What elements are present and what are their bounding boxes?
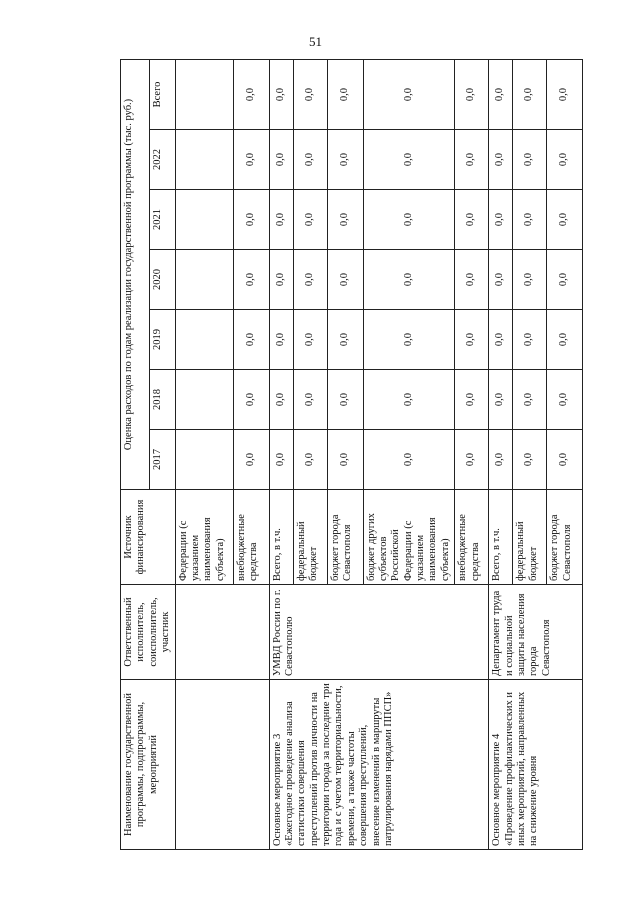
cell-value: 0,0	[269, 310, 293, 370]
cell-executor: УМВД России по г. Севастополю	[269, 585, 489, 680]
cell-value: 0,0	[327, 59, 363, 129]
header-source: Источник финансирования	[121, 490, 176, 585]
cell-value: 0,0	[363, 430, 455, 490]
cell-value: 0,0	[455, 190, 489, 250]
cell-value: 0,0	[363, 190, 455, 250]
cell-value	[175, 190, 233, 250]
cell-value: 0,0	[269, 250, 293, 310]
budget-table	[120, 59, 583, 850]
header-estimate: Оценка расходов по годам реализации государственной программы (тыс. руб.)	[121, 59, 150, 489]
cell-value	[175, 430, 233, 490]
cell-name: Основное мероприятие 4 «Проведение профилактических и иных мероприятий, направленных на снижение уровня	[489, 680, 583, 850]
cell-value: 0,0	[547, 250, 583, 310]
cell-value: 0,0	[269, 190, 293, 250]
cell-value: 0,0	[269, 370, 293, 430]
cell-value: 0,0	[269, 130, 293, 190]
cell-source: федеральный бюджет	[513, 490, 547, 585]
table-row	[175, 59, 233, 849]
cell-value: 0,0	[489, 310, 513, 370]
cell-value: 0,0	[489, 370, 513, 430]
cell-source: внебюджетные средства	[233, 490, 269, 585]
cell-value: 0,0	[327, 310, 363, 370]
cell-value: 0,0	[455, 370, 489, 430]
header-total: Всего	[150, 59, 175, 129]
cell-value: 0,0	[233, 310, 269, 370]
cell-value: 0,0	[455, 310, 489, 370]
cell-value: 0,0	[233, 130, 269, 190]
cell-value: 0,0	[455, 430, 489, 490]
cell-value: 0,0	[363, 370, 455, 430]
cell-value: 0,0	[327, 430, 363, 490]
header-year: 2017	[150, 430, 175, 490]
cell-value: 0,0	[489, 430, 513, 490]
cell-value: 0,0	[233, 190, 269, 250]
table-row	[269, 59, 293, 849]
header-name: Наименование государственной программы, подпрограммы, мероприятий	[121, 680, 176, 850]
cell-value	[175, 59, 233, 129]
header-year: 2019	[150, 310, 175, 370]
cell-value: 0,0	[455, 59, 489, 129]
cell-value: 0,0	[513, 59, 547, 129]
cell-value: 0,0	[293, 190, 327, 250]
cell-value: 0,0	[513, 130, 547, 190]
header-year: 2018	[150, 370, 175, 430]
cell-source: Федерации (с указанием наименования субъекта)	[175, 490, 233, 585]
rotated-table-container	[120, 60, 573, 850]
header-executor: Ответственный исполнитель, соисполнитель, участник	[121, 585, 176, 680]
cell-source: бюджет города Севастополя	[547, 490, 583, 585]
cell-value: 0,0	[327, 130, 363, 190]
cell-executor	[175, 585, 269, 680]
cell-value: 0,0	[293, 130, 327, 190]
cell-value: 0,0	[327, 250, 363, 310]
cell-value: 0,0	[513, 310, 547, 370]
cell-value: 0,0	[363, 59, 455, 129]
cell-value	[175, 310, 233, 370]
cell-value: 0,0	[363, 250, 455, 310]
header-year: 2022	[150, 130, 175, 190]
cell-value: 0,0	[455, 250, 489, 310]
cell-source: бюджет города Севастополя	[327, 490, 363, 585]
cell-value: 0,0	[293, 310, 327, 370]
cell-value: 0,0	[489, 250, 513, 310]
cell-value	[175, 370, 233, 430]
cell-value: 0,0	[363, 310, 455, 370]
page-number: 51	[309, 34, 322, 49]
cell-value: 0,0	[233, 59, 269, 129]
cell-value	[175, 130, 233, 190]
cell-value: 0,0	[513, 190, 547, 250]
cell-value: 0,0	[547, 190, 583, 250]
cell-value: 0,0	[513, 430, 547, 490]
cell-value: 0,0	[327, 370, 363, 430]
cell-value: 0,0	[233, 370, 269, 430]
cell-value: 0,0	[455, 130, 489, 190]
cell-value: 0,0	[489, 190, 513, 250]
cell-value: 0,0	[327, 190, 363, 250]
cell-executor: Департамент труда и социальной защиты населения города Севастополя	[489, 585, 583, 680]
cell-value: 0,0	[547, 370, 583, 430]
table-row	[489, 59, 513, 849]
cell-source: Всего, в т.ч.	[269, 490, 293, 585]
cell-value: 0,0	[513, 250, 547, 310]
cell-value: 0,0	[513, 370, 547, 430]
cell-value: 0,0	[293, 430, 327, 490]
cell-source: Всего, в т.ч.	[489, 490, 513, 585]
cell-name	[175, 680, 269, 850]
header-year: 2021	[150, 190, 175, 250]
cell-value: 0,0	[269, 59, 293, 129]
cell-value: 0,0	[547, 130, 583, 190]
header-year: 2020	[150, 250, 175, 310]
cell-value	[175, 250, 233, 310]
cell-value: 0,0	[489, 59, 513, 129]
cell-value: 0,0	[233, 430, 269, 490]
cell-source: федеральный бюджет	[293, 490, 327, 585]
cell-value: 0,0	[363, 130, 455, 190]
cell-source: бюджет других субъектов Российской Федерации (с указанием наименования субъекта)	[363, 490, 455, 585]
cell-source: внебюджетные средства	[455, 490, 489, 585]
cell-value: 0,0	[293, 370, 327, 430]
cell-value: 0,0	[293, 59, 327, 129]
cell-value: 0,0	[547, 59, 583, 129]
cell-name: Основное мероприятие 3 «Ежегодное проведение анализа статистики совершения преступлений против личности на территории города за последние три года и с учетом территориальности, времени, а также частоты совершения преступлений, внесение изменений в маршруты патрулирования нарядами ППСП»	[269, 680, 489, 850]
cell-value: 0,0	[233, 250, 269, 310]
cell-value: 0,0	[269, 430, 293, 490]
cell-value: 0,0	[489, 130, 513, 190]
cell-value: 0,0	[293, 250, 327, 310]
cell-value: 0,0	[547, 430, 583, 490]
cell-value: 0,0	[547, 310, 583, 370]
